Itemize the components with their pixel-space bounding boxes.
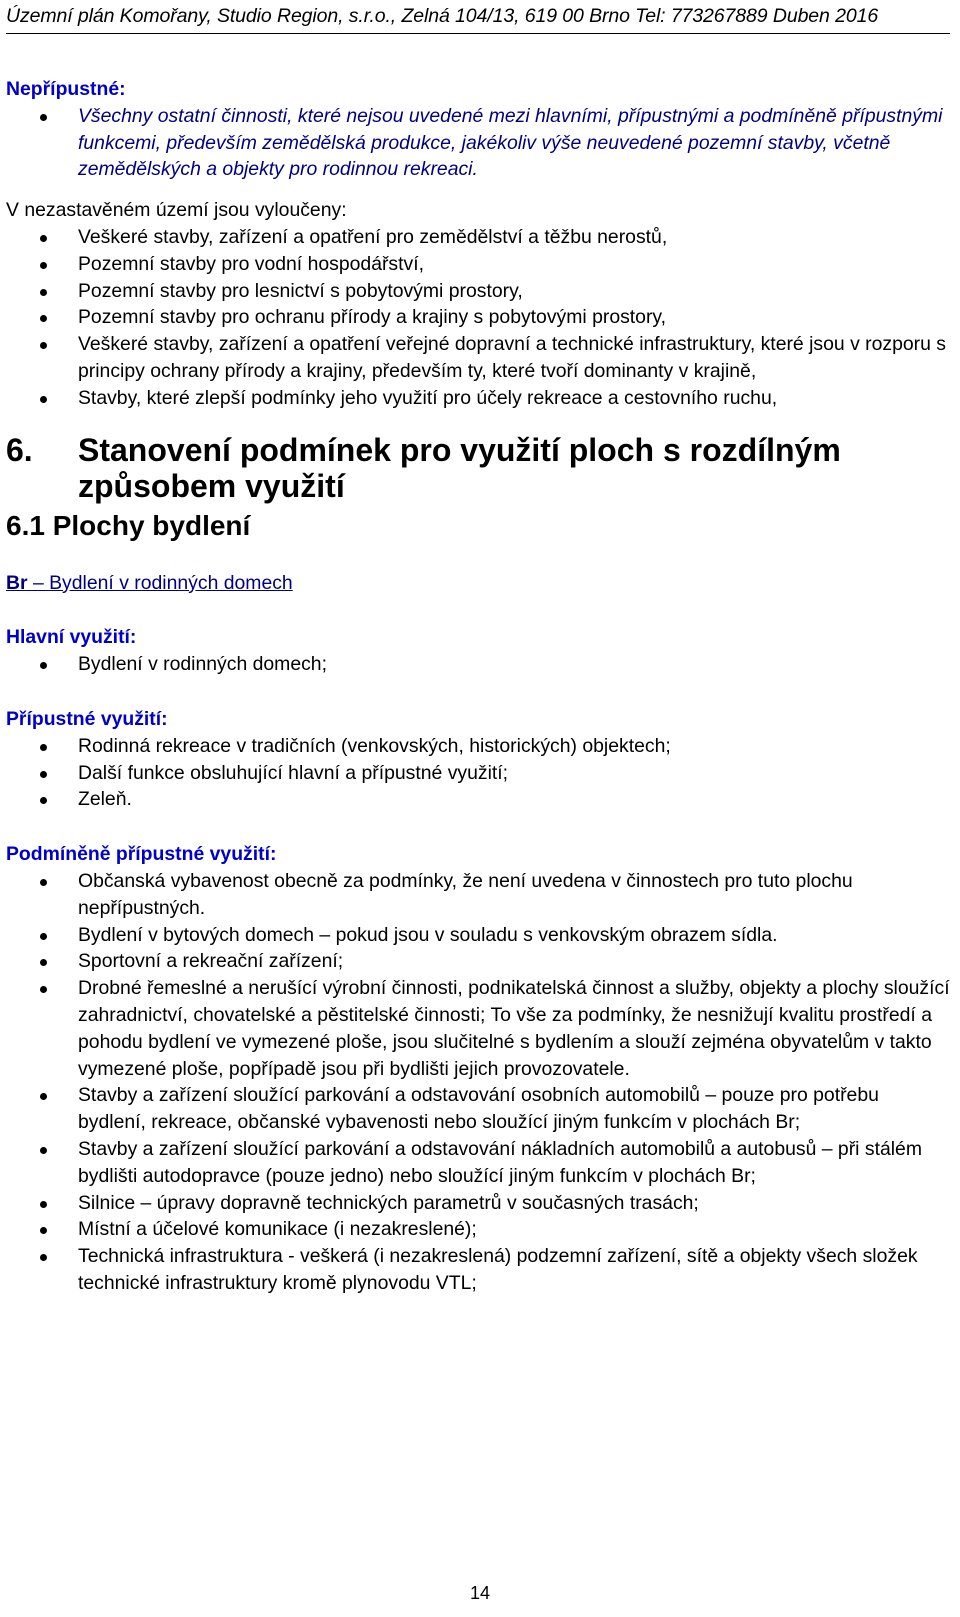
header-rule (6, 33, 950, 34)
zone-code: Br (6, 571, 28, 594)
list-item: Rodinná rekreace v tradičních (venkovských, historických) objektech; (6, 733, 950, 760)
page-number: 14 (469, 1583, 491, 1603)
list-item: Stavby, které zlepší podmínky jeho využití pro účely rekreace a cestovního ruchu, (6, 385, 950, 412)
list-item: Drobné řemeslné a nerušící výrobní činnosti, podnikatelská činnost a služby, objekty a plochy sloužící zahradnictví, chovatelské a pěstitelské činnosti; To vše za podmínky, že nesnižují kvalitu prostředí a pohodu bydlení ve vymezené ploše, jsou slučitelné s bydlením a slouží zejména obyvatelům v takto vymezené ploše, popřípadě jsou při bydlišti jejich provozovatele. (6, 975, 950, 1082)
pripustne-list (6, 733, 950, 813)
list-item: Silnice – úpravy dopravně technických parametrů v současných trasách; (6, 1190, 950, 1217)
podminene-list-continued (6, 1082, 950, 1296)
nezastavene-list (6, 224, 950, 412)
list-item: Další funkce obsluhující hlavní a přípustné využití; (6, 760, 950, 787)
section-heading-6 (6, 432, 950, 504)
nepripustne-label: Nepřípustné: (6, 78, 126, 100)
list-item: Občanská vybavenost obecně za podmínky, že není uvedena v činnostech pro tuto plochu nepřípustných. (6, 868, 950, 922)
podminene-label: Podmíněně přípustné využití: (6, 843, 277, 866)
zone-dash: – (27, 571, 50, 594)
list-item: Zeleň. (6, 786, 950, 813)
list-item: Bydlení v bytových domech – pokud jsou v souladu s venkovským obrazem sídla. (6, 922, 950, 949)
list-item: Pozemní stavby pro ochranu přírody a krajiny s pobytovými prostory, (6, 304, 950, 331)
nepripustne-list (6, 103, 950, 183)
zone-heading (6, 570, 950, 597)
subsection-heading-6-1: 6.1 Plochy bydlení (6, 509, 251, 541)
list-item: Všechny ostatní činnosti, které nejsou uvedené mezi hlavními, přípustnými a podmíněně přípustnými funkcemi, především zemědělská produkce, jakékoliv výše neuvedené pozemní stavby, včetně zemědělských a objekty pro rodinnou rekreaci. (6, 103, 950, 183)
list-item: Stavby a zařízení sloužící parkování a odstavování nákladních automobilů a autobusů – při stálém bydlišti autodopravce (pouze jedno) nebo sloužící jiným funkcím v plochách Br; (6, 1136, 950, 1190)
list-item: Veškeré stavby, zařízení a opatření pro zemědělství a těžbu nerostů, (6, 224, 950, 251)
hlavni-label: Hlavní využití: (6, 626, 137, 649)
page-content (6, 76, 950, 1297)
page-header: Územní plán Komořany, Studio Region, s.r.o., Zelná 104/13, 619 00 Brno Tel: 773267889 Duben 2016 (6, 5, 879, 27)
section-number: 6. (6, 431, 33, 468)
list-item: Místní a účelové komunikace (i nezakreslené); (6, 1216, 950, 1243)
section-title: Stanovení podmínek pro využití ploch s rozdílným způsobem využití (78, 431, 841, 504)
list-item: Bydlení v rodinných domech; (6, 651, 950, 678)
pripustne-label: Přípustné využití: (6, 707, 168, 730)
hlavni-list (6, 651, 950, 678)
list-item: Pozemní stavby pro vodní hospodářství, (6, 251, 950, 278)
podminene-list (6, 868, 950, 1082)
zone-title: Bydlení v rodinných domech (49, 571, 293, 594)
list-item: Stavby a zařízení sloužící parkování a odstavování osobních automobilů – pouze pro potřebu bydlení, rekreace, občanské vybavenosti nebo sloužící jiným funkcím v plochách Br; (6, 1082, 950, 1136)
nezastavene-label: V nezastavěném území jsou vyloučeny: (6, 199, 347, 222)
list-item: Technická infrastruktura - veškerá (i nezakreslená) podzemní zařízení, sítě a objekty všech složek technické infrastruktury kromě plynovodu VTL; (6, 1243, 950, 1297)
list-item: Sportovní a rekreační zařízení; (6, 948, 950, 975)
list-item: Veškeré stavby, zařízení a opatření veřejné dopravní a technické infrastruktury, které jsou v rozporu s principy ochrany přírody a krajiny, především ty, které tvoří dominanty v krajině, (6, 331, 950, 385)
list-item: Pozemní stavby pro lesnictví s pobytovými prostory, (6, 278, 950, 305)
